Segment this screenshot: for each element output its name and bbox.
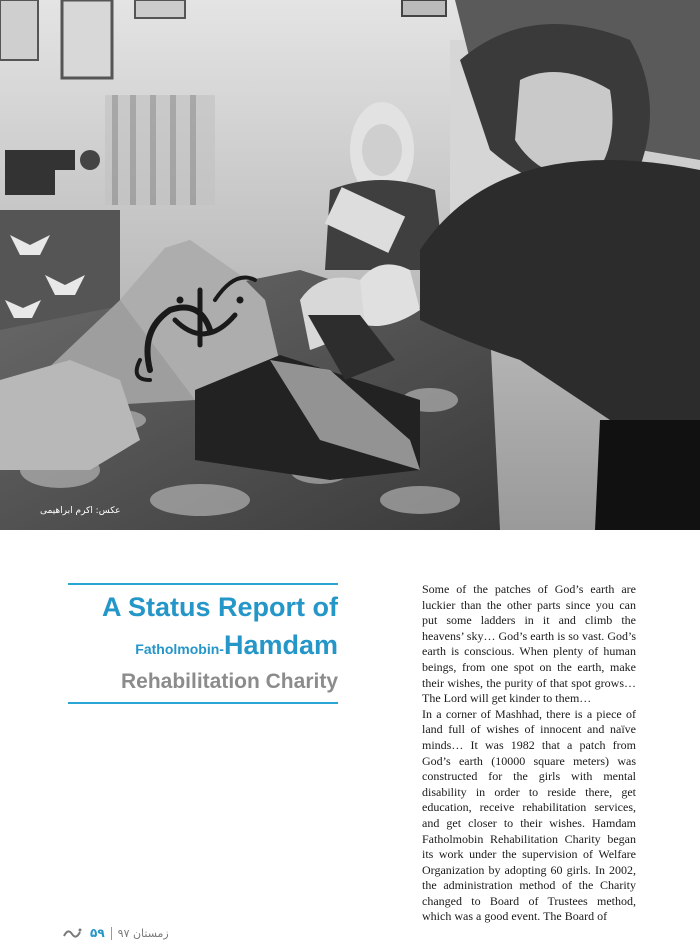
body-paragraph: In a corner of Mashhad, there is a piece of land full of wishes of innocent and naïve minds… It was 1982 that a patch from God’s earth (10000 square meters) was constructed for the girls with mental disability in order to reside there, get education, receive rehabilitation services, and get closer to their wishes. Hamdam Fatholmobin Rehabilitation Charity began its work under the supervision of Welfare Organization by adopting 60 girls. In 2002, the administration method of the Charity changed to Board of Trustees method, which was a good event. The Board of: [422, 706, 636, 924]
title-fatholmobin: Fatholmobin-: [135, 641, 224, 657]
article-body: [422, 582, 636, 925]
page-number: ۵۹: [90, 926, 105, 940]
body-paragraph: Some of the patches of God’s earth are luckier than the other parts since you can put some ladders in it and climb the heavens’ sky… God’s earth is so vast. God’s earth is conscious. When plenty of human beings, from one spot on the earth, make their wishes, the purity of that spot grows… The Lord will get kinder to them…: [422, 582, 636, 706]
article-title: [68, 583, 338, 704]
title-line-1: A Status Report of: [102, 592, 338, 622]
title-rule-bottom: [68, 702, 338, 704]
magazine-logo-icon: [62, 926, 84, 940]
title-line-3: Rehabilitation Charity: [120, 670, 338, 693]
title-rule-top: [68, 583, 338, 585]
footer-season: زمستان ۹۷: [117, 926, 169, 940]
page-footer: [62, 922, 169, 944]
title-hamdam: Hamdam: [223, 630, 338, 660]
footer-separator: [111, 927, 112, 940]
title-line-2: [68, 627, 338, 668]
photo-credit: عکس: اکرم ابراهیمی: [40, 506, 121, 516]
